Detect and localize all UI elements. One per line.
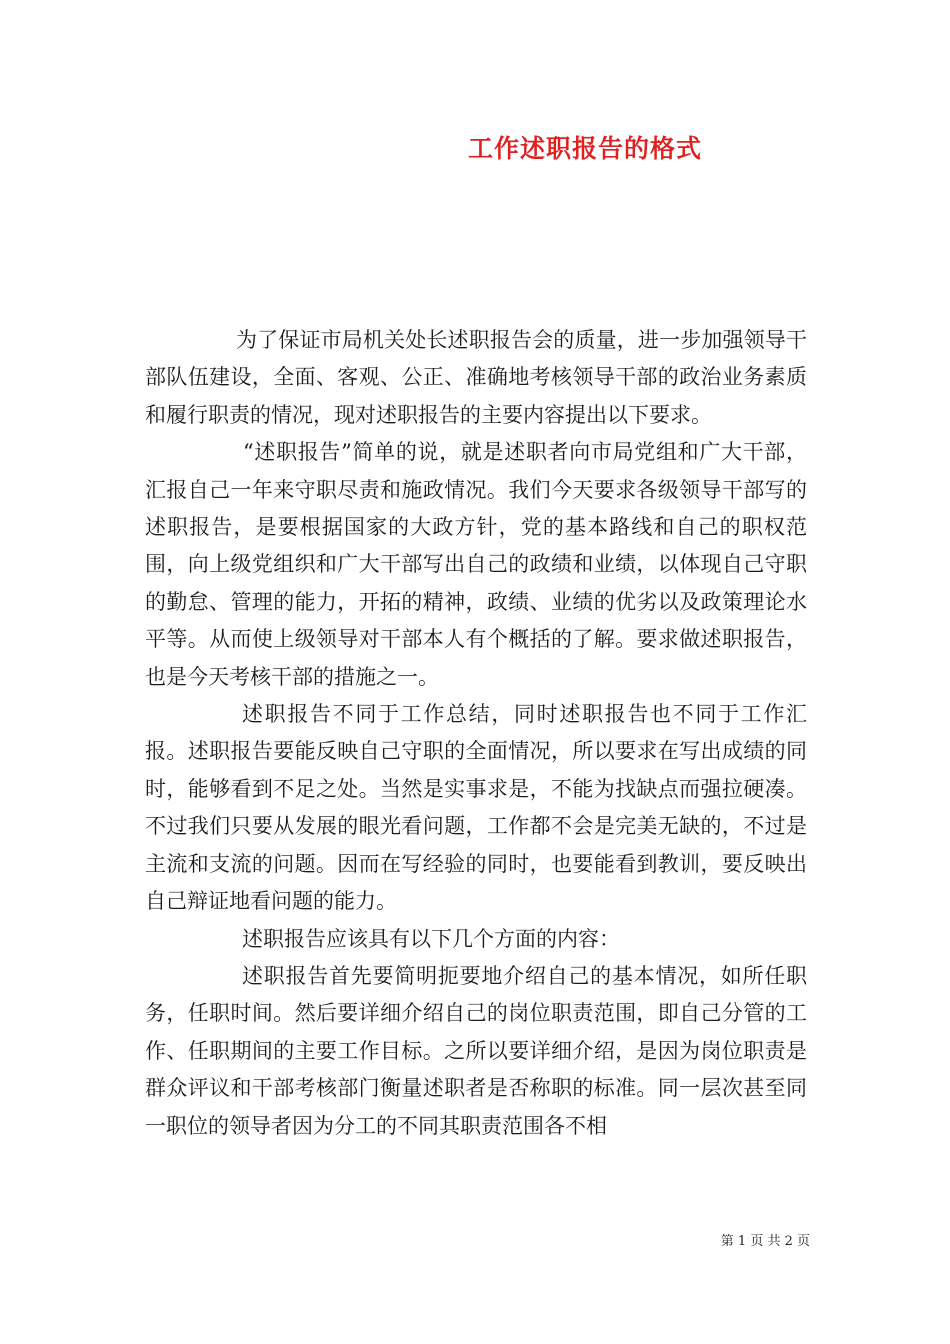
paragraph-1: 为了保证市局机关处长述职报告会的质量，进一步加强领导干部队伍建设，全面、客观、公正、准确地考核领导干部的政治业务素质和履行职责的情况，现对述职报告的主要内容提出以下要求。 [145,328,807,427]
document-body [145,322,807,1145]
document-title: 工作述职报告的格式 [467,134,702,163]
paragraph-4: 述职报告应该具有以下几个方面的内容： [242,926,620,951]
paragraph-2: “述职报告”简单的说，就是述职者向市局党组和广大干部，汇报自己一年来守职尽责和施政情况。我们今天要求各级领导干部写的述职报告，是要根据国家的大政方针，党的基本路线和自己的职权范围，向上级党组织和广大干部写出自己的政绩和业绩，以体现自己守职的勤怠、管理的能力，开拓的精神，政绩、业绩的优劣以及政策理论水平等。从而使上级领导对干部本人有个概括的了解。要求做述职报告，也是今天考核干部的措施之一。 [145,440,807,689]
paragraph-5: 述职报告首先要简明扼要地介绍自己的基本情况，如所任职务，任职时间。然后要详细介绍自己的岗位职责范围，即自己分管的工作、任职期间的主要工作目标。之所以要详细介绍，是因为岗位职责是群众评议和干部考核部门衡量述职者是否称职的标准。同一层次甚至同一职位的领导者因为分工的不同其职责范围各不相 [145,963,807,1138]
paragraph-3: 述职报告不同于工作总结，同时述职报告也不同于工作汇报。述职报告要能反映自己守职的全面情况，所以要求在写出成绩的同时，能够看到不足之处。当然是实事求是，不能为找缺点而强拉硬凑。不过我们只要从发展的眼光看问题，工作都不会是完美无缺的，不过是主流和支流的问题。因而在写经验的同时，也要能看到教训，要反映出自己辩证地看问题的能力。 [145,702,807,914]
page-number-footer: 第 1 页 共 2 页 [720,1234,810,1249]
